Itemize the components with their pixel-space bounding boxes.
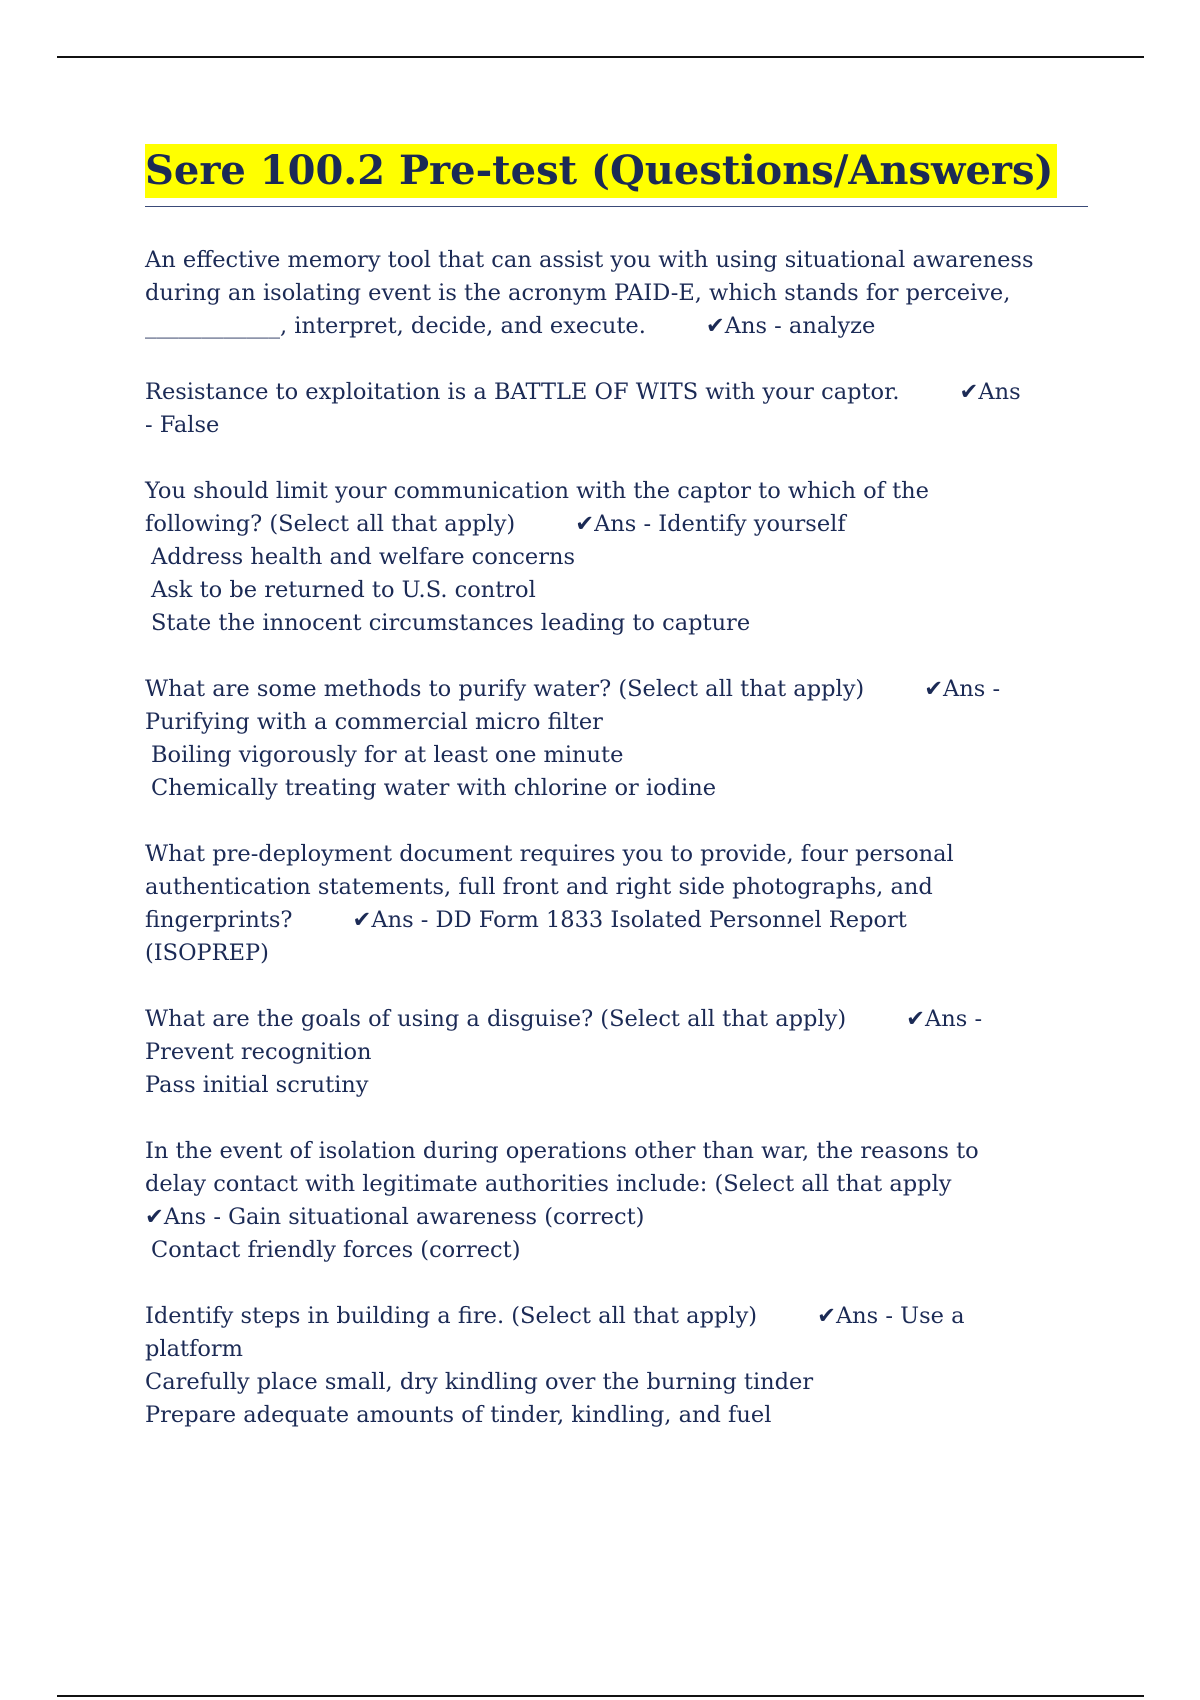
question-line: during an isolating event is the acronym PAID-E, which stands for perceive, <box>145 280 1011 306</box>
answer-marker <box>706 310 767 343</box>
question-line: You should limit your communication with the captor to which of the <box>145 478 929 504</box>
qa-item-4 <box>145 673 1090 805</box>
question-line: authentication statements, full front and right side photographs, and <box>145 874 933 900</box>
ans-label: Ans <box>835 1303 879 1329</box>
check-icon: ✔ <box>817 1303 836 1329</box>
answer-text: - Gain situational awareness (correct) <box>213 1204 645 1230</box>
check-icon: ✔ <box>145 1204 164 1230</box>
bottom-rule <box>57 1695 1144 1697</box>
answer-line: Ask to be returned to U.S. control <box>151 577 536 603</box>
answer-line: Carefully place small, dry kindling over the burning tinder <box>145 1369 814 1395</box>
answer-text-cont: platform <box>145 1336 244 1362</box>
question-line: In the event of isolation during operations other than war, the reasons to <box>145 1138 979 1164</box>
question-line: Identify steps in building a fire. (Select all that apply) <box>145 1303 758 1329</box>
answer-line: Contact friendly forces (correct) <box>151 1237 521 1263</box>
title-block <box>145 144 1088 207</box>
qa-item-2 <box>145 376 1090 442</box>
answer-line: Address health and welfare concerns <box>151 544 576 570</box>
answer-line: Pass initial scrutiny <box>145 1072 369 1098</box>
answer-marker <box>145 1201 206 1234</box>
ans-label: Ans <box>978 379 1021 405</box>
answer-text: - Identify yourself <box>643 511 846 537</box>
question-line: An effective memory tool that can assist you with using situational awareness <box>145 247 1034 273</box>
top-rule <box>57 56 1144 58</box>
answer-dash: - <box>974 1006 983 1032</box>
question-line: fingerprints? <box>145 907 293 933</box>
question-line: Resistance to exploitation is a BATTLE OF WITS with your captor. <box>145 379 900 405</box>
answer-marker <box>575 508 636 541</box>
check-icon: ✔ <box>959 379 979 405</box>
answer-text: - analyze <box>774 313 876 339</box>
answer-text: Purifying with a commercial micro filter <box>145 709 603 735</box>
ans-label: Ans <box>594 511 637 537</box>
answer-text: - Use a <box>885 1303 965 1329</box>
question-line: What are some methods to purify water? (Select all that apply) <box>145 676 865 702</box>
question-line: following? (Select all that apply) <box>145 511 516 537</box>
ans-label: Ans <box>943 676 986 702</box>
answer-text: - False <box>145 412 220 438</box>
answer-text-cont: (ISOPREP) <box>145 940 269 966</box>
qa-item-8 <box>145 1300 1090 1432</box>
ans-label: Ans <box>724 313 768 339</box>
check-icon: ✔ <box>575 511 595 537</box>
check-icon: ✔ <box>352 907 372 933</box>
check-icon: ✔ <box>924 676 944 702</box>
qa-item-3 <box>145 475 1090 640</box>
question-line: What pre-deployment document requires you to provide, four personal <box>145 841 954 867</box>
answer-marker <box>960 376 1021 409</box>
answer-dash: - <box>992 676 1001 702</box>
qa-list <box>145 244 1090 1465</box>
answer-text: - DD Form 1833 Isolated Personnel Report <box>420 907 907 933</box>
check-icon: ✔ <box>705 313 725 339</box>
ans-label: Ans <box>163 1204 207 1230</box>
qa-item-6 <box>145 1003 1090 1102</box>
ans-label: Ans <box>371 907 414 933</box>
question-line: delay contact with legitimate authorities include: (Select all that apply <box>145 1171 952 1197</box>
question-line: What are the goals of using a disguise? (Select all that apply) <box>145 1006 847 1032</box>
answer-marker <box>352 904 413 937</box>
ans-label: Ans <box>925 1006 968 1032</box>
answer-marker <box>906 1003 967 1036</box>
check-icon: ✔ <box>906 1006 925 1032</box>
qa-item-7 <box>145 1135 1090 1267</box>
qa-item-5 <box>145 838 1090 970</box>
qa-item-1 <box>145 244 1090 343</box>
answer-line: State the innocent circumstances leading to capture <box>151 610 751 636</box>
question-line: ____________, interpret, decide, and execute. <box>145 313 646 339</box>
page-title: Sere 100.2 Pre-test (Questions/Answers) <box>145 144 1057 198</box>
answer-line: Prepare adequate amounts of tinder, kindling, and fuel <box>145 1402 772 1428</box>
answer-marker <box>817 1300 878 1333</box>
answer-marker <box>924 673 985 706</box>
answer-line: Boiling vigorously for at least one minute <box>151 742 624 768</box>
answer-text: Prevent recognition <box>145 1039 372 1065</box>
answer-line: Chemically treating water with chlorine or iodine <box>151 775 717 801</box>
